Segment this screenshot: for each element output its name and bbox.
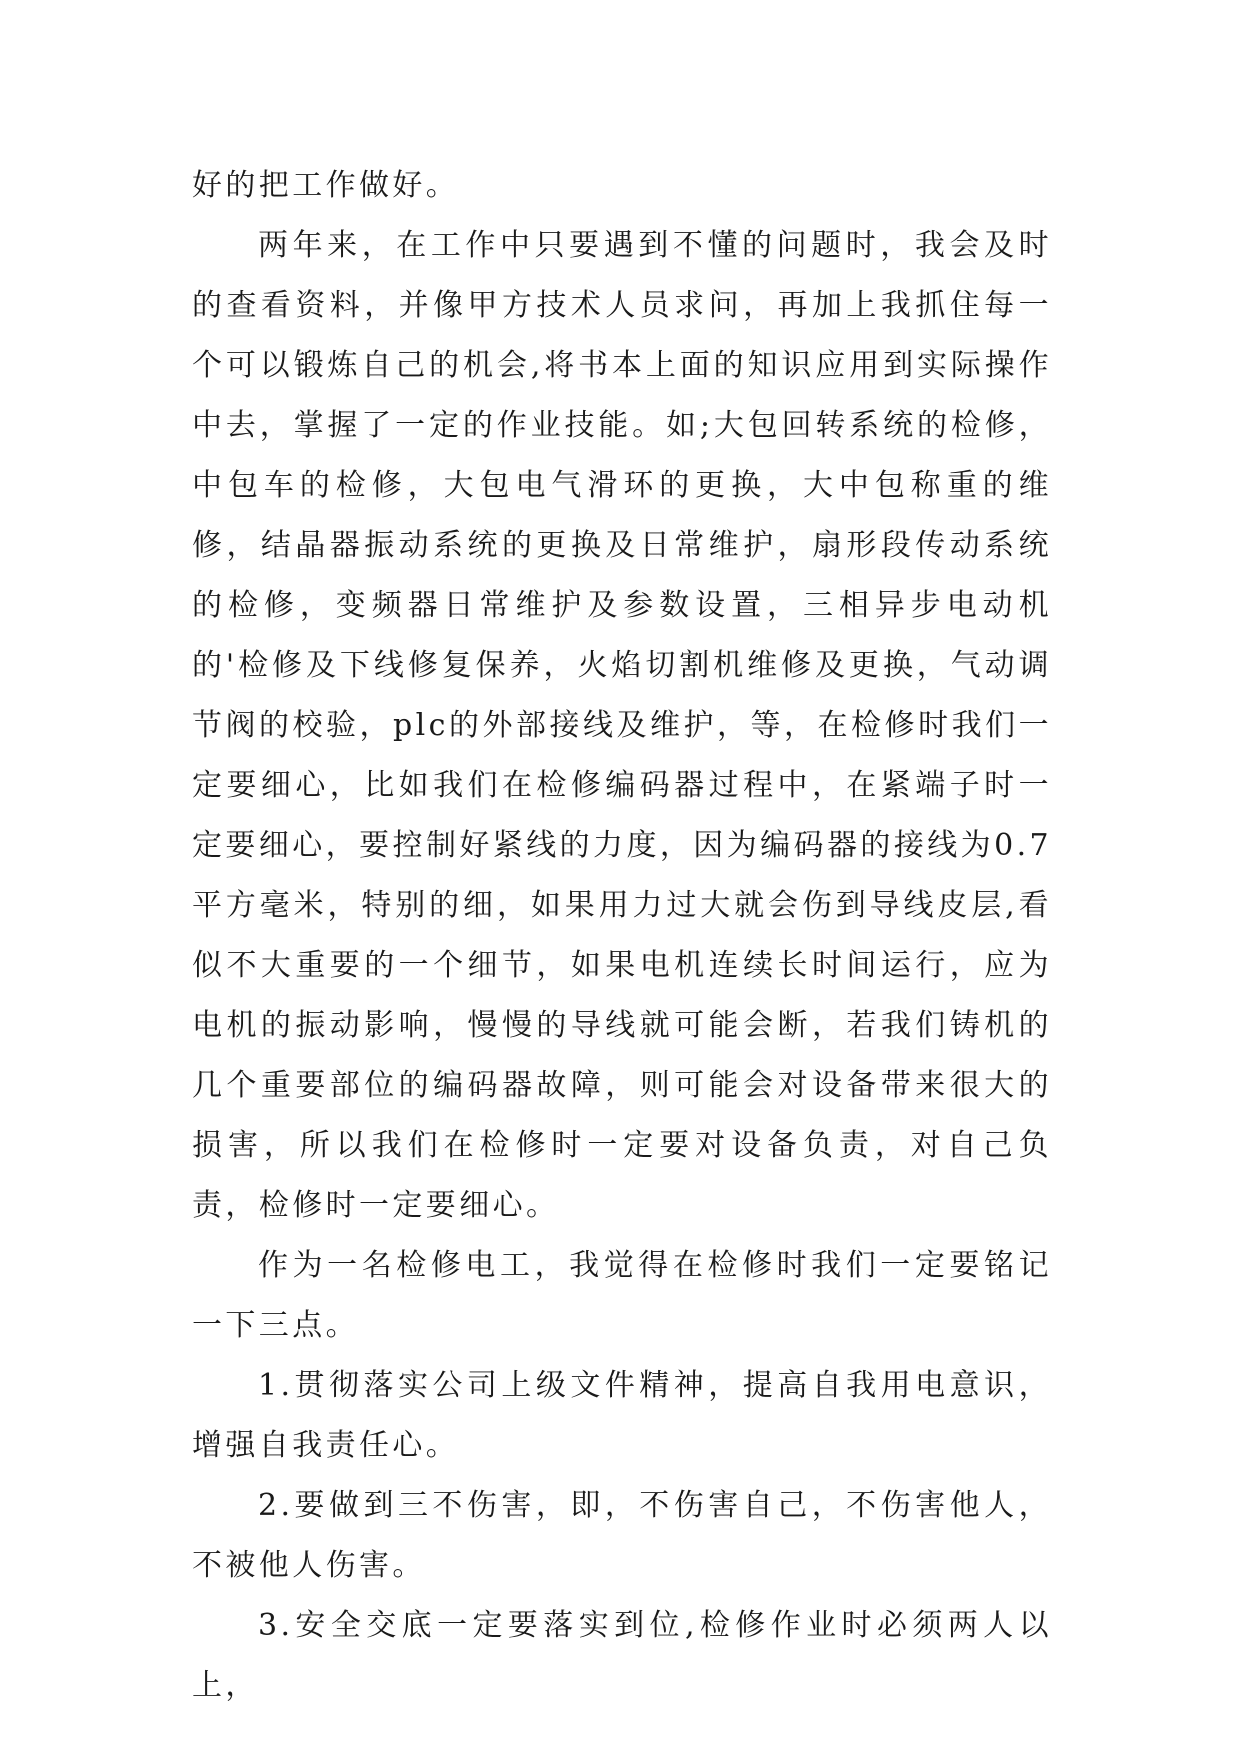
list-item: 3.安全交底一定要落实到位,检修作业时必须两人以上， xyxy=(192,1608,1052,1703)
paragraph: 好的把工作做好。 xyxy=(192,168,460,203)
list-item: 1.贯彻落实公司上级文件精神，提高自我用电意识，增强自我责任心。 xyxy=(192,1368,1052,1463)
document-body xyxy=(192,156,1052,1716)
paragraph: 作为一名检修电工，我觉得在检修时我们一定要铭记一下三点。 xyxy=(192,1248,1052,1343)
paragraph: 两年来，在工作中只要遇到不懂的问题时，我会及时的查看资料，并像甲方技术人员求问，再加上我抓住每一个可以锻炼自己的机会,将书本上面的知识应用到实际操作中去，掌握了一定的作业技能。如;大包回转系统的检修，中包车的检修，大包电气滑环的更换，大中包称重的维修，结晶器振动系统的更换及日常维护，扇形段传动系统的检修，变频器日常维护及参数设置，三相异步电动机的'检修及下线修复保养，火焰切割机维修及更换，气动调节阀的校验，plc的外部接线及维护，等，在检修时我们一定要细心，比如我们在检修编码器过程中，在紧端子时一定要细心，要控制好紧线的力度，因为编码器的接线为0.7平方毫米，特别的细，如果用力过大就会伤到导线皮层,看似不大重要的一个细节，如果电机连续长时间运行，应为电机的振动影响，慢慢的导线就可能会断，若我们铸机的几个重要部位的编码器故障，则可能会对设备带来很大的损害，所以我们在检修时一定要对设备负责，对自己负责，检修时一定要细心。 xyxy=(192,228,1052,1223)
list-item: 2.要做到三不伤害，即，不伤害自己，不伤害他人，不被他人伤害。 xyxy=(192,1488,1052,1583)
